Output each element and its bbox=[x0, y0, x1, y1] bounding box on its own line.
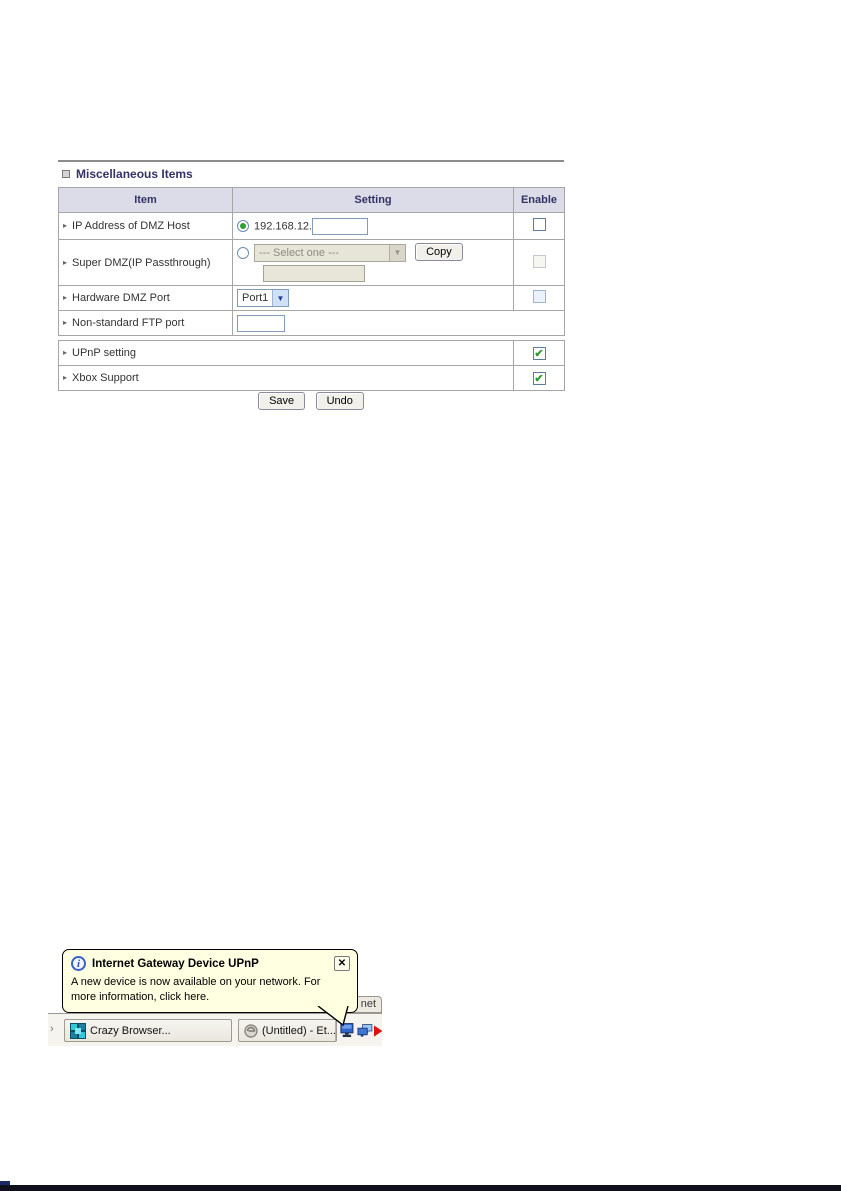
taskbar-button-crazy-browser[interactable] bbox=[64, 1019, 232, 1042]
undo-button[interactable]: Undo bbox=[316, 392, 364, 410]
dmz-host-enable-checkbox[interactable] bbox=[533, 218, 546, 231]
taskbar-button-label: Crazy Browser... bbox=[90, 1024, 171, 1037]
xbox-label: Xbox Support bbox=[72, 372, 139, 384]
balloon-header bbox=[71, 956, 349, 971]
upnp-label: UPnP setting bbox=[72, 347, 137, 359]
info-icon: i bbox=[71, 956, 86, 971]
quicklaunch-chevron-icon[interactable]: › bbox=[50, 1023, 54, 1035]
save-button[interactable]: Save bbox=[258, 392, 305, 410]
ftp-port-input[interactable] bbox=[237, 315, 285, 332]
upnp-enable-checkbox[interactable] bbox=[533, 347, 546, 360]
hardware-dmz-label: Hardware DMZ Port bbox=[72, 292, 170, 304]
table-row bbox=[59, 213, 565, 240]
col-header-item: Item bbox=[59, 188, 233, 213]
dmz-host-input[interactable] bbox=[312, 218, 368, 235]
dmz-ip-prefix: 192.168.12. bbox=[254, 219, 313, 232]
row-bullet-icon: ▸ bbox=[63, 293, 68, 302]
super-dmz-label: Super DMZ(IP Passthrough) bbox=[72, 256, 211, 269]
row-bullet-icon: ▸ bbox=[63, 221, 68, 230]
super-dmz-select[interactable]: --- Select one --- ▼ bbox=[254, 244, 406, 262]
taskbar-button-label: (Untitled) - Et... bbox=[262, 1024, 336, 1037]
dmz-host-label: IP Address of DMZ Host bbox=[72, 220, 190, 232]
super-dmz-ip-input[interactable] bbox=[263, 265, 365, 282]
super-dmz-enable-checkbox[interactable] bbox=[533, 255, 546, 268]
select-arrow-icon: ▼ bbox=[272, 290, 288, 306]
table-row bbox=[59, 311, 565, 336]
xbox-enable-checkbox[interactable] bbox=[533, 372, 546, 385]
scan-bottom-edge bbox=[0, 1185, 841, 1191]
col-header-enable: Enable bbox=[514, 188, 565, 213]
table-row bbox=[59, 240, 565, 286]
table-header-row bbox=[59, 188, 565, 213]
red-flag-icon[interactable] bbox=[374, 1024, 382, 1039]
miscellaneous-items-panel bbox=[58, 160, 564, 391]
balloon-tail bbox=[312, 1006, 360, 1027]
check-icon: ✔ bbox=[534, 347, 544, 360]
row-bullet-icon: ▸ bbox=[63, 373, 68, 382]
balloon-title: Internet Gateway Device UPnP bbox=[92, 957, 259, 970]
table-row bbox=[59, 286, 565, 311]
table-row bbox=[59, 341, 565, 366]
settings-table-2 bbox=[58, 340, 565, 391]
crazy-browser-icon bbox=[70, 1023, 86, 1039]
copy-button[interactable]: Copy bbox=[415, 243, 463, 261]
hardware-dmz-port-select[interactable]: Port1 ▼ bbox=[237, 289, 289, 307]
settings-table bbox=[58, 187, 565, 336]
hardware-dmz-enable-checkbox[interactable] bbox=[533, 290, 546, 303]
super-dmz-radio[interactable] bbox=[237, 247, 249, 259]
action-buttons bbox=[58, 391, 564, 410]
ftp-port-label: Non-standard FTP port bbox=[72, 317, 185, 329]
upnp-notification-balloon[interactable] bbox=[62, 949, 358, 1013]
select-arrow-icon: ▼ bbox=[389, 245, 405, 261]
background-statusbar-fragment: net bbox=[336, 996, 382, 1013]
balloon-close-button[interactable]: ✕ bbox=[334, 956, 350, 971]
row-bullet-icon: ▸ bbox=[63, 318, 68, 327]
panel-title: Miscellaneous Items bbox=[76, 167, 193, 181]
col-header-setting: Setting bbox=[233, 188, 514, 213]
panel-titlebar bbox=[58, 160, 564, 187]
table-row bbox=[59, 366, 565, 391]
check-icon: ✔ bbox=[534, 372, 544, 385]
row-bullet-icon: ▸ bbox=[63, 348, 68, 357]
balloon-body-text[interactable]: A new device is now available on your network. For more information, click here. bbox=[71, 976, 321, 1003]
dmz-host-radio[interactable] bbox=[237, 220, 249, 232]
browser-e-icon bbox=[244, 1024, 258, 1038]
section-square-icon bbox=[62, 170, 70, 178]
row-bullet-icon: ▸ bbox=[63, 257, 68, 267]
